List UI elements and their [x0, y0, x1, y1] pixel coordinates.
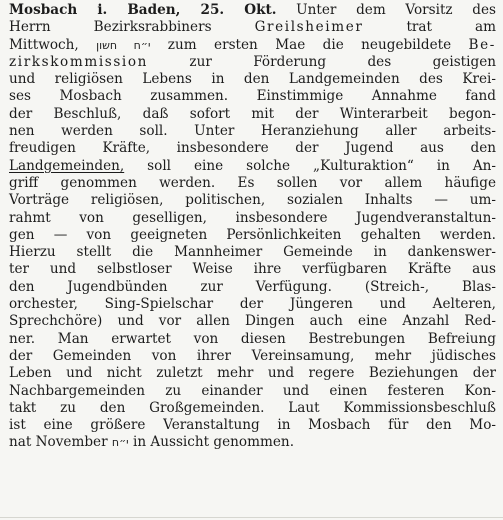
article-line: [9, 365, 496, 382]
article-text: nen werden soll. Unter Heranziehung aller arbeits-: [9, 123, 496, 140]
article-line: [9, 296, 496, 313]
article-text: freudigen Kräfte, insbesondere der Jugend aus den: [9, 140, 496, 157]
article-line: [9, 210, 496, 227]
article-text: in Aussicht genommen.: [128, 434, 295, 451]
article-text: rahmt von geselligen, insbesondere Jugendveranstaltun-: [9, 209, 496, 226]
article-line: [9, 348, 496, 365]
article-text: nat November: [9, 434, 112, 451]
article-line: [9, 313, 496, 330]
article-text: Vorträge religiösen, politischen, sozialen Inhalts — um-: [9, 192, 496, 209]
hebrew-date-text: י״ח: [111, 436, 129, 450]
article-text: Mittwoch,: [9, 36, 97, 53]
article-text: orchester, Sing-Spielschar der Jüngeren und Aelteren,: [9, 296, 496, 313]
article-body: [9, 2, 496, 452]
article-text: Hierzu stellt die Mannheimer Gemeinde in dankenswer-: [9, 244, 496, 261]
article-line: [9, 54, 496, 71]
article-line: [9, 417, 496, 434]
article-text: Sprechchöre) und vor allen Dingen auch eine Anzahl Red-: [9, 313, 496, 330]
article-text: griff genommen werden. Es sollen vor allem häufige: [9, 174, 496, 191]
article-text: Leben und nicht zuletzt mehr und regere Beziehungen der: [9, 365, 496, 382]
article-text: ter und selbstloser Weise ihre verfügbaren Kräfte aus: [9, 261, 496, 278]
article-line: [9, 434, 496, 451]
article-line: [9, 19, 496, 36]
article-text: den Jugendbünden zur Verfügung. (Streich-, Blas-: [9, 278, 496, 295]
article-text: zum ersten Mae die neugebildete: [150, 36, 469, 53]
article-line: [9, 261, 496, 278]
article-line: [9, 227, 496, 244]
article-line: [9, 400, 496, 417]
article-text: gen — von geeigneten Persönlichkeiten gehalten werden.: [9, 226, 496, 243]
article-text: zur Förderung des geistigen: [148, 53, 496, 70]
article-line: [9, 123, 496, 140]
article-text: ses Mosbach zusammen. Einstimmige Annahme fand: [9, 88, 496, 105]
article-text: Nachbargemeinden zu einander und einen festeren Kon-: [9, 382, 496, 399]
article-text: ner. Man erwartet von diesen Bestrebungen Befreiung: [9, 330, 496, 347]
article-line: [9, 106, 496, 123]
hebrew-date-text: י״ח חשון: [96, 38, 151, 52]
article-line: [9, 158, 496, 175]
article-text: trat am: [363, 19, 496, 36]
clipping-bottom-edge: [0, 517, 503, 518]
article-text: Landgemeinden,: [9, 157, 125, 174]
article-text: ist eine größere Veranstaltung in Mosbach für den Mo-: [9, 417, 496, 434]
article-line: [9, 2, 496, 19]
article-line: [9, 88, 496, 105]
article-text: takt zu den Großgemeinden. Laut Kommissionsbeschluß: [9, 399, 496, 416]
article-text: der Beschluß, daß sofort mit der Winterarbeit begon-: [9, 105, 496, 122]
article-text: und religiösen Lebens in den Landgemeinden des Krei-: [9, 71, 496, 88]
dateline: Mosbach i. Baden, 25. Okt.: [9, 2, 277, 18]
article-text: zirkskommission: [9, 53, 149, 70]
article-line: [9, 192, 496, 209]
article-line: [9, 37, 496, 54]
article-line: [9, 244, 496, 261]
article-text: der Gemeinden von ihrer Vereinsamung, mehr jüdisches: [9, 347, 496, 364]
article-line: [9, 279, 496, 296]
article-line: [9, 140, 496, 157]
article-text: Be-: [468, 36, 496, 53]
article-text: Unter dem Vorsitz des: [276, 2, 496, 18]
article-text: soll eine solche „Kulturaktion“ in An-: [124, 157, 496, 174]
article-text: Herrn Bezirksrabbiners: [9, 19, 255, 36]
article-line: [9, 175, 496, 192]
article-line: [9, 331, 496, 348]
article-line: [9, 383, 496, 400]
article-text: Greilsheimer: [254, 19, 364, 36]
article-line: [9, 71, 496, 88]
